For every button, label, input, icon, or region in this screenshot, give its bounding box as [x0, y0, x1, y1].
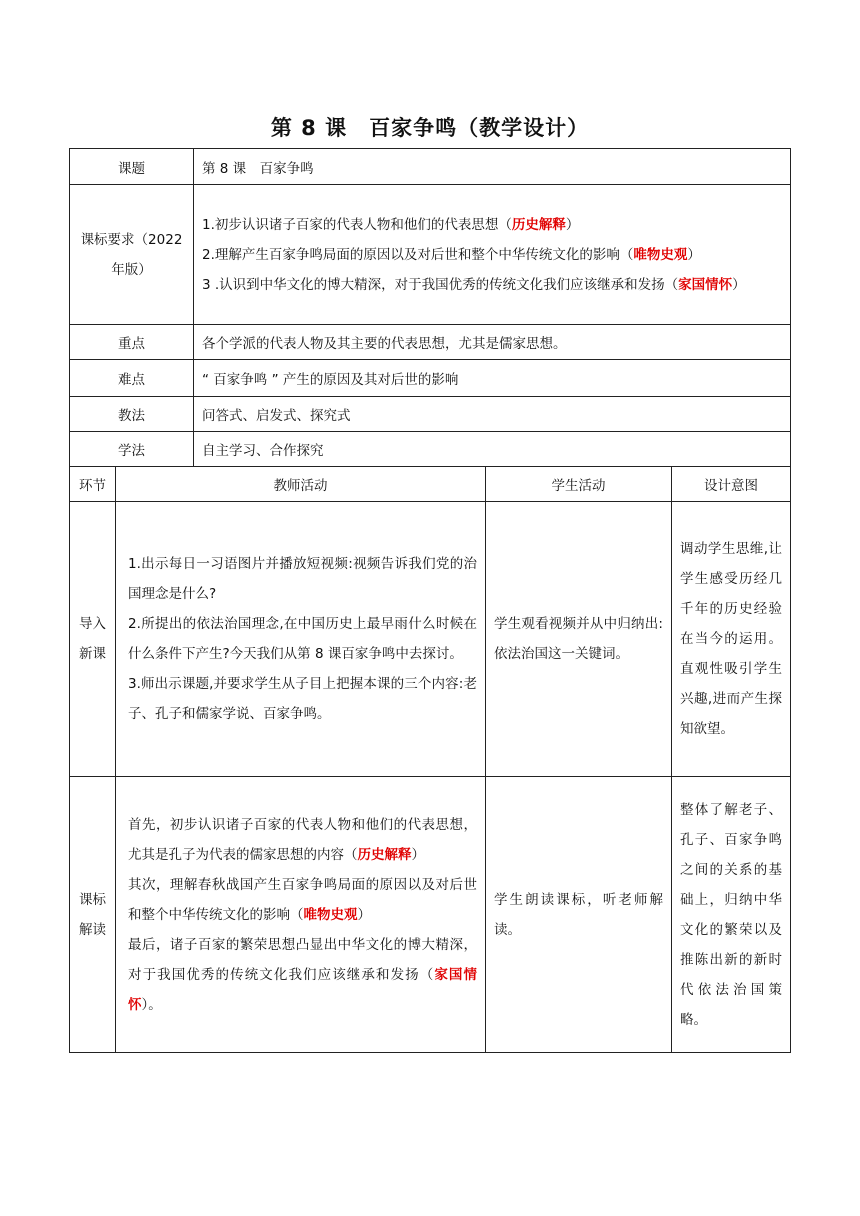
key-point-label: 重点 [70, 325, 194, 360]
topic-row [70, 149, 791, 185]
key-point-value: 各个学派的代表人物及其主要的代表思想，尤其是儒家思想。 [194, 325, 791, 360]
standards-row [70, 185, 791, 325]
learning-method-row [70, 432, 791, 467]
design-intent: 调动学生思维,让学生感受历经几千年的历史经验在当今的运用。直观性吸引学生兴趣,进而产生探知欲望。 [672, 502, 791, 777]
teacher-step: 1.出示每日一习语图片并播放短视频:视频告诉我们党的治国理念是什么? [128, 556, 477, 602]
core-literacy-tag: 唯物史观 [633, 246, 688, 263]
standards-label-line2: 年版） [111, 261, 152, 278]
lesson-plan-table [69, 148, 791, 1053]
standards-content [194, 185, 791, 325]
topic-value: 第 8 课 百家争鸣 [194, 149, 791, 185]
student-activity: 学生朗读课标，听老师解读。 [486, 777, 672, 1053]
topic-label: 课题 [70, 149, 194, 185]
teaching-method-value: 问答式、启发式、探究式 [194, 397, 791, 432]
teacher-activity [116, 777, 486, 1053]
column-header-row [70, 467, 791, 502]
teaching-method-label: 教法 [70, 397, 194, 432]
lesson-row-standards-reading [70, 777, 791, 1053]
difficulty-value: “ 百家争鸣 ” 产生的原因及其对后世的影响 [194, 360, 791, 397]
teacher-step: 3.师出示课题,并要求学生从子目上把握本课的三个内容:老子、孔子和儒家学说、百家争鸣。 [128, 676, 477, 722]
stage-cell: 导入 新课 [70, 502, 116, 777]
header-student-activity: 学生活动 [486, 467, 672, 502]
standard-item: 2.理解产生百家争鸣局面的原因以及对后世和整个中华传统文化的影响（唯物史观） [202, 246, 701, 263]
teacher-paragraph: 最后，诸子百家的繁荣思想凸显出中华文化的博大精深，对于我国优秀的传统文化我们应该继承和发扬（家国情怀）。 [128, 936, 478, 1013]
difficulty-label: 难点 [70, 360, 194, 397]
key-point-row [70, 325, 791, 360]
learning-method-label: 学法 [70, 432, 194, 467]
standards-label [70, 185, 194, 325]
teacher-paragraph: 其次，理解春秋战国产生百家争鸣局面的原因以及对后世和整个中华传统文化的影响（唯物史观） [128, 876, 477, 923]
student-activity: 学生观看视频并从中归纳出:依法治国这一关键词。 [486, 502, 672, 777]
header-design-intent: 设计意图 [672, 467, 791, 502]
core-literacy-tag: 历史解释 [511, 216, 566, 233]
lesson-row-intro [70, 502, 791, 777]
document-title: 第 8 课 百家争鸣（教学设计） [270, 116, 590, 140]
header-stage: 环节 [70, 467, 116, 502]
design-intent: 整体了解老子、孔子、百家争鸣之间的关系的基础上，归纳中华文化的繁荣以及推陈出新的新时代依法治国策略。 [672, 777, 791, 1053]
core-literacy-tag: 家国情怀 [128, 966, 478, 1013]
stage-cell: 课标 解读 [70, 777, 116, 1053]
learning-method-value: 自主学习、合作探究 [194, 432, 791, 467]
teacher-step: 2.所提出的依法治国理念,在中国历史上最早雨什么时候在什么条件下产生?今天我们从第 8 课百家争鸣中去探讨。 [128, 616, 477, 662]
teaching-method-row [70, 397, 791, 432]
difficulty-row [70, 360, 791, 397]
standards-label-line1: 课标要求（2022 [80, 231, 183, 248]
teacher-paragraph: 首先，初步认识诸子百家的代表人物和他们的代表思想，尤其是孔子为代表的儒家思想的内容（历史解释） [128, 816, 477, 863]
core-literacy-tag: 家国情怀 [678, 276, 733, 293]
standard-item: 1.初步认识诸子百家的代表人物和他们的代表思想（历史解释） [202, 216, 580, 233]
core-literacy-tag: 唯物史观 [303, 906, 358, 923]
teacher-activity [116, 502, 486, 777]
header-teacher-activity: 教师活动 [116, 467, 486, 502]
standard-item: 3 .认识到中华文化的博大精深，对于我国优秀的传统文化我们应该继承和发扬（家国情怀） [202, 276, 746, 293]
core-literacy-tag: 历史解释 [357, 846, 412, 863]
